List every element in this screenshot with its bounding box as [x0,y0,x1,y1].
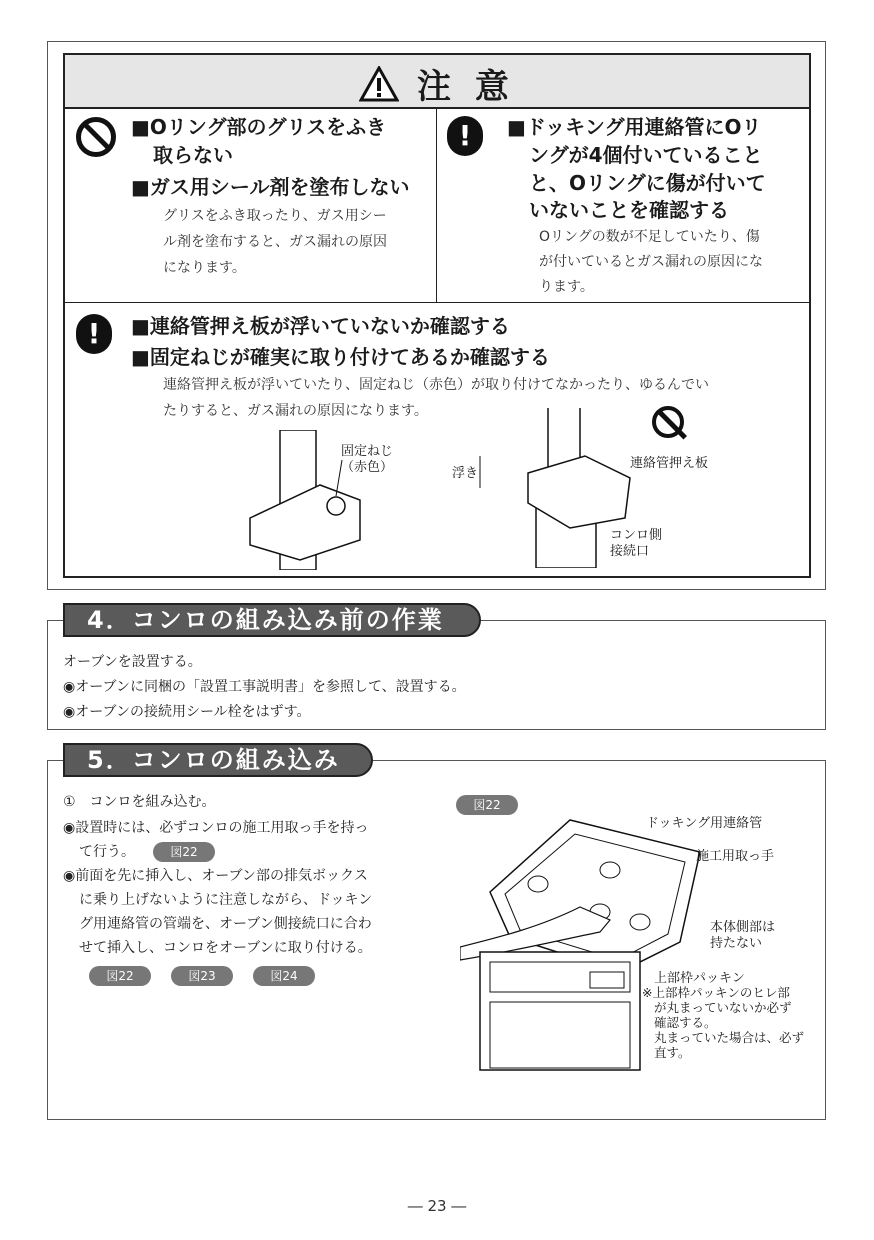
bottom-body-1: 連絡管押え板が浮いていたり、固定ねじ（赤色）が取り付けてなかったり、ゆるんでい [163,377,709,393]
section-4-line-3: ◉オーブンの接続用シール栓をはずす。 [63,704,311,720]
bottom-heading-1: ■連絡管押え板が浮いていないか確認する [131,314,510,338]
float-label: 浮き [452,466,479,481]
plate-label: 連絡管押え板 [630,456,709,471]
left-heading-1b: 取らない [153,143,233,167]
handle-label: 施工用取っ手 [696,849,775,864]
docking-pipe-label: ドッキング用連絡管 [646,816,763,831]
step-1: ① コンロを組み込む。 [63,794,216,810]
bullet-2-line-2: に乗り上げないように注意しながら、ドッキン [79,892,373,908]
caution-header [65,55,809,109]
screw-label: 固定ねじ （赤色） [341,444,394,475]
page-number: ― 23 ― [407,1197,467,1215]
left-heading-2: ■ガス用シール剤を塗布しない [131,175,410,199]
section-4-line-1: オーブンを設置する。 [63,654,202,670]
section-4-line-2: ◉オーブンに同梱の「設置工事説明書」を参照して、設置する。 [63,679,466,695]
side-warning-label: 本体側部は 持たない [710,920,776,951]
exclamation-icon: ! [76,314,112,354]
left-body-3: になります。 [163,260,246,276]
section-5-title: 5．コンロの組み込み [63,743,373,777]
fig22-badge[interactable]: 図22 [153,842,215,862]
bottom-heading-2: ■固定ねじが確実に取り付けてあるか確認する [131,345,550,369]
prohibit-icon [76,117,116,157]
right-body-3: ります。 [539,279,594,295]
bullet-2-line-3: グ用連絡管の管端を、オーブン側接続口に合わ [79,916,372,932]
left-body-1: グリスをふき取ったり、ガス用シー [163,208,387,224]
fig23-badge[interactable]: 図23 [171,966,233,986]
caution-row-divider [65,302,809,303]
bullet-2-line-1: ◉前面を先に挿入し、オーブン部の排気ボックス [63,868,368,884]
prohibit-icon [652,406,684,438]
left-heading-1: ■Oリング部のグリスをふき [131,115,387,139]
caution-column-divider [436,109,437,302]
right-heading-1: ■ドッキング用連絡管にOリ [507,115,762,139]
fig24-badge[interactable]: 図24 [253,966,315,986]
port-label: コンロ側 接続口 [610,528,663,559]
bullet-1-line-1: ◉設置時には、必ずコンロの施工用取っ手を持っ [63,820,369,836]
fig22-badge[interactable]: 図22 [89,966,151,986]
right-heading-4: いないことを確認する [529,198,729,222]
right-heading-2: ングが4個付いていること [529,143,763,167]
right-body-1: Oリングの数が不足していたり、傷 [539,229,760,245]
right-heading-3: と、Oリングに傷が付いて [529,171,766,195]
bottom-body-2: たりすると、ガス漏れの原因になります。 [163,403,428,419]
warning-triangle-icon [359,66,399,111]
right-body-2: が付いているとガス漏れの原因にな [539,254,763,270]
section-4-title: 4．コンロの組み込み前の作業 [63,603,481,637]
caution-title: 注 意 [65,59,809,111]
bullet-2-line-4: せて挿入し、コンロをオーブンに取り付ける。 [79,940,372,956]
bullet-1-line-2: て行う。 [79,844,135,860]
fig22-badge[interactable]: 図22 [456,795,518,815]
left-body-2: ル剤を塗布すると、ガス漏れの原因 [163,234,387,250]
packing-label: 上部枠パッキン [654,971,745,986]
packing-note: ※上部枠パッキンのヒレ部 が丸まっていないか必ず 確認する。 丸まっていた場合は、必ず 直す。 [642,985,805,1060]
exclamation-icon: ! [447,116,483,156]
